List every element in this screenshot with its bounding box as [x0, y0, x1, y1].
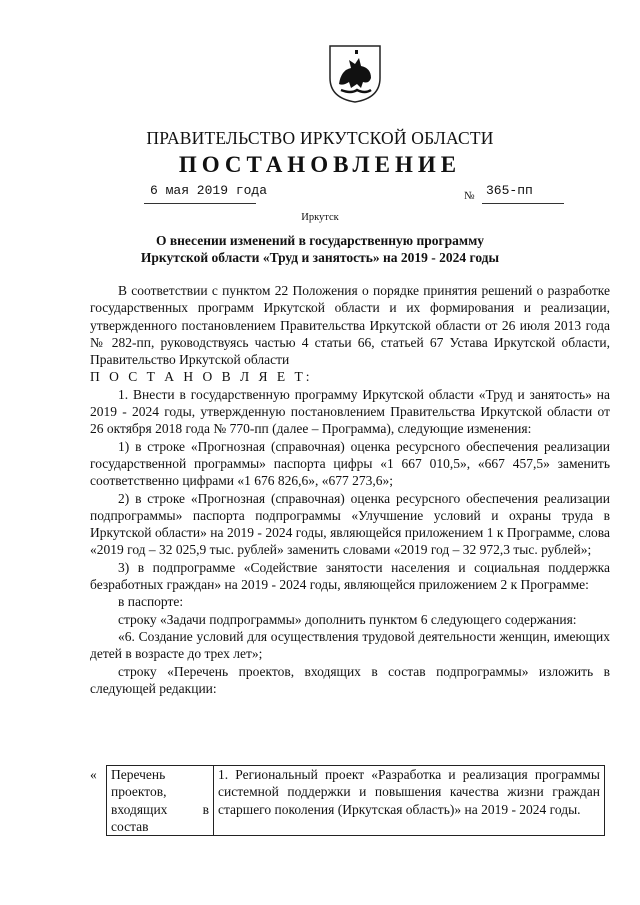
city: Иркутск: [301, 212, 339, 223]
government-name: ПРАВИТЕЛЬСТВО ИРКУТСКОЙ ОБЛАСТИ: [146, 128, 494, 148]
table-row: [90, 766, 605, 836]
table-cell-label: Перечень проектов, входящих в состав: [107, 766, 214, 836]
projects-paragraph: строку «Перечень проектов, входящих в состав подпрограммы» изложить в следующей редакции:: [90, 663, 610, 696]
item-1-paragraph: 1. Внести в государственную программу Иркутской области «Труд и занятость» на 2019 - 2024 годы, утвержденную постановлением Правительства Иркутской области от 26 октября 2018 года № 770-пп (далее – Программа), следующие изменения:: [90, 386, 610, 437]
in-passport-line: в паспорте:: [118, 594, 184, 610]
point-6-paragraph: «6. Создание условий для осуществления трудовой деятельности женщин, имеющих детей в возрасте до трех лет»;: [90, 628, 610, 662]
tasks-paragraph: строку «Задачи подпрограммы» дополнить пунктом 6 следующего содержания:: [118, 611, 577, 627]
preamble-paragraph: В соответствии с пунктом 22 Положения о порядке принятия решений о разработке государственных программ Иркутской области и их формирования и реализации, утвержденного постановлением Правительства Иркутской области от 26 июля 2013 года № 282-пп, руководствуясь частью 4 статьи 66, статьей 67 Устава Иркутской области, Правительство Иркутской области: [90, 283, 610, 368]
document-date: 6 мая 2019 года: [150, 183, 268, 198]
table-cell-value: 1. Региональный проект «Разработка и реализация программы системной поддержки и повышения качества жизни граждан старшего поколения (Иркутская область)» на 2019 - 2024 годы.: [214, 766, 605, 836]
document-title: [110, 232, 530, 266]
document-body: [90, 282, 610, 697]
title-line-2: Иркутской области «Труд и занятость» на 2019 - 2024 годы: [140, 250, 500, 265]
number-sign: №: [464, 190, 475, 202]
number-underline: [482, 203, 564, 204]
open-quote: «: [90, 766, 97, 782]
document-type: ПОСТАНОВЛЕНИЕ: [178, 152, 462, 177]
document-number: 365-пп: [486, 183, 533, 198]
projects-table: [90, 765, 605, 836]
resolves-heading: П О С Т А Н О В Л Я Е Т:: [90, 369, 313, 385]
coat-of-arms-icon: [327, 44, 383, 104]
subitem-1-paragraph: 1) в строке «Прогнозная (справочная) оценка ресурсного обеспечения реализации государственной программы» паспорта цифры «1 667 010,5», «667 457,5» заменить соответственно цифрами «1 676 826,6», «677 273,6»;: [90, 438, 610, 489]
title-line-1: О внесении изменений в государственную программу: [155, 233, 485, 248]
date-underline: [144, 203, 256, 204]
subitem-2-paragraph: 2) в строке «Прогнозная (справочная) оценка ресурсного обеспечения реализации подпрограммы» паспорта подпрограммы «Улучшение условий и охраны труда в Иркутской области» на 2019 - 2024 годы, являющейся приложением 1 к Программе, слова «2019 год – 32 025,9 тыс. рублей» заменить словами «2019 год – 32 972,3 тыс. рублей»;: [90, 490, 610, 558]
subitem-3-paragraph: 3) в подпрограмме «Содействие занятости населения и социальная поддержка безработных граждан» на 2019 - 2024 годы, являющейся приложением 2 к Программе:: [90, 559, 610, 593]
